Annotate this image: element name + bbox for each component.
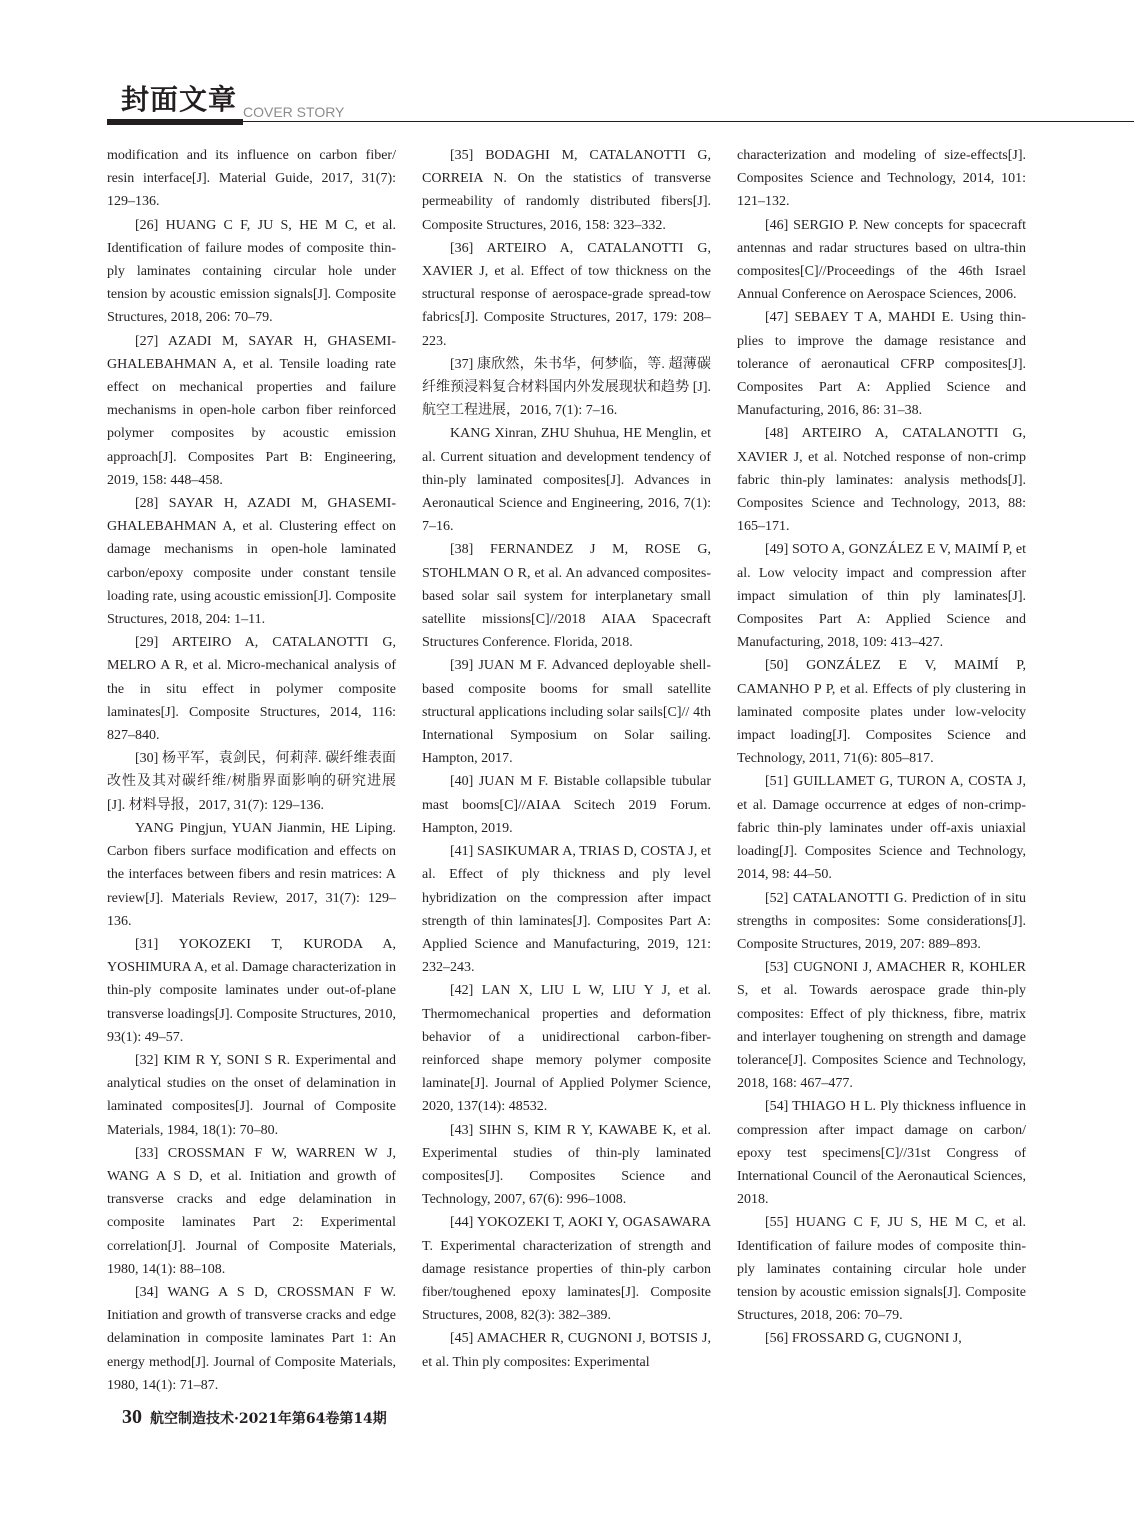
reference-entry: [31] YOKOZEKI T, KURODA A, YOSHIMURA A, et al. Damage characterization in thin-ply composite laminates under out-of-plane transverse loadings[J]. Composite Structures, 2010, 93(1): 49–57. [107, 936, 396, 1045]
page-footer [122, 1405, 387, 1431]
reference-entry: [49] SOTO A, GONZÁLEZ E V, MAIMÍ P, et al. Low velocity impact and compression after impact simulation of thin ply laminates[J]. Composites Part A: Applied Science and Manufacturing, 2018, 109: 413–427. [737, 542, 1026, 651]
reference-entry: [41] SASIKUMAR A, TRIAS D, COSTA J, et al. Effect of ply thickness and ply level hybridization on the compression after impact strength of thin laminates[J]. Composites Part A: Applied Science and Manufacturing, 2019, 121: 232–243. [422, 844, 711, 976]
reference-entry: [40] JUAN M F. Bistable collapsible tubular mast booms[C]//AIAA Scitech 2019 Forum. Hampton, 2019. [422, 774, 711, 836]
reference-entry: [30] 杨平军，袁剑民，何莉萍. 碳纤维表面改性及其对碳纤维/树脂界面影响的研究进展 [J]. 材料导报，2017, 31(7): 129–136. [107, 751, 396, 813]
reference-entry: [45] AMACHER R, CUGNONI J, BOTSIS J, et al. Thin ply composites: Experimental [422, 1331, 711, 1370]
reference-entry: [37] 康欣然，朱书华，何梦临，等. 超薄碳纤维预浸料复合材料国内外发展现状和趋势 [J]. 航空工程进展，2016, 7(1): 7–16. [422, 356, 711, 419]
reference-entry: [35] BODAGHI M, CATALANOTTI G, CORREIA N. On the statistics of transverse permeability of randomly distributed fibers[J]. Composite Structures, 2016, 158: 323–332. [422, 148, 711, 233]
section-title-en: COVER STORY [243, 104, 345, 120]
page-number: 30 [122, 1406, 142, 1428]
reference-entry: [29] ARTEIRO A, CATALANOTTI G, MELRO A R, et al. Micro-mechanical analysis of the in situ effect in polymer composite laminates[J]. Composite Structures, 2014, 116: 827–840. [107, 635, 396, 744]
reference-entry: [53] CUGNONI J, AMACHER R, KOHLER S, et al. Towards aerospace grade thin-ply composites: Effect of ply thickness, fibre, matrix and interlayer toughening on strength and damage tolerance[J]. Composites Science and Technology, 2018, 168: 467–477. [737, 960, 1026, 1092]
reference-entry: [28] SAYAR H, AZADI M, GHASEMI-GHALEBAHMAN A, et al. Clustering effect on damage mechanisms in open-hole laminated carbon/epoxy composite under constant tensile loading rate, using acoustic emission[J]. Composite Structures, 2018, 204: 1–11. [107, 496, 396, 628]
reference-entry: [39] JUAN M F. Advanced deployable shell-based composite booms for small satellite structural applications including solar sails[C]// 4th International Symposium on Solar sailing. Hampton, 2017. [422, 658, 711, 767]
section-title-cn: 封面文章 [121, 83, 238, 116]
header-rule-thin [243, 121, 1134, 122]
reference-entry: [43] SIHN S, KIM R Y, KAWABE K, et al. Experimental studies of thin-ply laminated composites[J]. Composites Science and Technology, 2007, 67(6): 996–1008. [422, 1122, 711, 1208]
reference-entry: [36] ARTEIRO A, CATALANOTTI G, XAVIER J, et al. Effect of tow thickness on the structural response of aerospace-grade spread-tow fabrics[J]. Composite Structures, 2017, 179: 208–223. [422, 240, 711, 349]
reference-entry: [38] FERNANDEZ J M, ROSE G, STOHLMAN O R, et al. An advanced composites-based solar sail system for interplanetary small satellite missions[C]//2018 AIAA Spacecraft Structures Conference. Florida, 2018. [422, 542, 711, 651]
reference-entry: KANG Xinran, ZHU Shuhua, HE Menglin, et al. Current situation and development tendency of thin-ply laminated composites[J]. Advances in Aeronautical Science and Engineering, 2016, 7(1): 7–16. [422, 426, 711, 535]
reference-entry: YANG Pingjun, YUAN Jianmin, HE Liping. Carbon fibers surface modification and effects on the interfaces between fibers and resin matrices: A review[J]. Materials Review, 2017, 31(7): 129–136. [107, 820, 396, 929]
reference-entry: [27] AZADI M, SAYAR H, GHASEMI-GHALEBAHMAN A, et al. Tensile loading rate effect on mechanical properties and failure mechanisms in open-hole carbon fiber reinforced polymer composites by acoustic emission approach[J]. Composites Part B: Engineering, 2019, 158: 448–458. [107, 333, 396, 488]
journal-issue: 航空制造技术·2021年第64卷第14期 [150, 1411, 387, 1427]
reference-entry: [42] LAN X, LIU L W, LIU Y J, et al. Thermomechanical properties and deformation behavior of a unidirectional carbon-fiber-reinforced shape memory polymer composite laminate[J]. Journal of Applied Polymer Science, 2020, 137(14): 48532. [422, 983, 711, 1115]
reference-entry: [51] GUILLAMET G, TURON A, COSTA J, et al. Damage occurrence at edges of non-crimp-fabric thin-ply laminates under off-axis uniaxial loading[J]. Composites Science and Technology, 2014, 98: 44–50. [737, 774, 1026, 883]
reference-entry: [52] CATALANOTTI G. Prediction of in situ strengths in composites: Some considerations[J]. Composite Structures, 2019, 207: 889–893. [737, 890, 1026, 952]
reference-column-1 [107, 144, 396, 1397]
reference-entry: characterization and modeling of size-effects[J]. Composites Science and Technology, 2014, 101: 121–132. [737, 148, 1026, 210]
reference-entry: [33] CROSSMAN F W, WARREN W J, WANG A S D, et al. Initiation and growth of transverse cracks and edge delamination in composite laminates Part 2: Experimental correlation[J]. Journal of Composite Materials, 1980, 14(1): 88–108. [107, 1145, 396, 1277]
header-rule-thick [107, 119, 243, 125]
reference-entry: [44] YOKOZEKI T, AOKI Y, OGASAWARA T. Experimental characterization of strength and damage resistance properties of thin-ply carbon fiber/toughened epoxy laminates[J]. Composite Structures, 2008, 82(3): 382–389. [422, 1215, 711, 1324]
reference-entry: [34] WANG A S D, CROSSMAN F W. Initiation and growth of transverse cracks and edge delamination in composite laminates Part 1: An energy method[J]. Journal of Composite Materials, 1980, 14(1): 71–87. [107, 1284, 396, 1393]
reference-entry: [48] ARTEIRO A, CATALANOTTI G, XAVIER J, et al. Notched response of non-crimp fabric thin-ply laminates: analysis methods[J]. Composites Science and Technology, 2013, 88: 165–171. [737, 426, 1026, 535]
reference-entry: [55] HUANG C F, JU S, HE M C, et al. Identification of failure modes of composite thin-ply laminates containing circular hole under tension by acoustic emission signals[J]. Composite Structures, 2018, 206: 70–79. [737, 1215, 1026, 1324]
reference-entry: [56] FROSSARD G, CUGNONI J, [765, 1331, 962, 1347]
reference-column-3 [737, 144, 1026, 1351]
reference-entry: [32] KIM R Y, SONI S R. Experimental and analytical studies on the onset of delamination in laminated composites[J]. Journal of Composite Materials, 1984, 18(1): 70–80. [107, 1052, 396, 1138]
reference-entry: [46] SERGIO P. New concepts for spacecraft antennas and radar structures based on ultra-thin composites[C]//Proceedings of the 46th Israel Annual Conference on Aerospace Sciences, 2006. [737, 217, 1026, 303]
reference-entry: modification and its influence on carbon fiber/ resin interface[J]. Material Guide, 2017, 31(7): 129–136. [107, 148, 396, 210]
reference-entry: [54] THIAGO H L. Ply thickness influence in compression after impact damage on carbon/ epoxy test specimens[C]//31st Congress of International Council of the Aeronautical Sciences, 2018. [737, 1099, 1026, 1208]
reference-entry: [26] HUANG C F, JU S, HE M C, et al. Identification of failure modes of composite thin-ply laminates containing circular hole under tension by acoustic emission signals[J]. Composite Structures, 2018, 206: 70–79. [107, 217, 396, 326]
reference-entry: [47] SEBAEY T A, MAHDI E. Using thin-plies to improve the damage resistance and tolerance of aeronautical CFRP composites[J]. Composites Part A: Applied Science and Manufacturing, 2016, 86: 31–38. [737, 310, 1026, 419]
reference-column-2 [422, 144, 711, 1374]
reference-entry: [50] GONZÁLEZ E V, MAIMÍ P, CAMANHO P P, et al. Effects of ply clustering in laminated composite plates under low-velocity impact loading[J]. Composites Science and Technology, 2011, 71(6): 805–817. [737, 658, 1026, 767]
